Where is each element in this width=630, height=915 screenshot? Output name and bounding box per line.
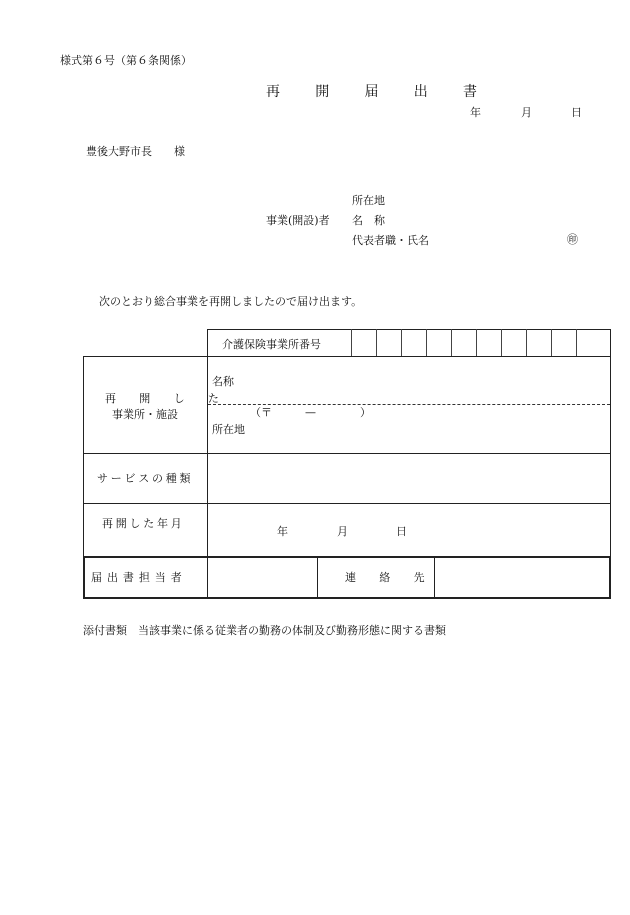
office-number-cell[interactable] [451,329,476,356]
date-year: 年 [470,106,481,119]
applicant-representative-label: 代表者職・氏名 [352,234,429,247]
reopened-facility-label-line2: 事業所・施設 [112,408,178,421]
reopen-form-table [83,329,611,599]
office-number-cells [351,329,601,356]
date-day: 日 [571,106,582,119]
office-number-cell[interactable] [476,329,501,356]
applicant-name-label: 名 称 [352,214,385,227]
reopen-date-day: 日 [396,525,407,538]
office-number-cell[interactable] [576,329,601,356]
reopen-date-year: 年 [277,525,288,538]
page-title: 再 開 届 出 書 [266,84,493,100]
reopened-facility-label-line1: 再 開 し た [105,392,229,405]
applicant-address-label: 所在地 [352,194,385,207]
office-number-cell[interactable] [501,329,526,356]
contact-label: 連 絡 先 [345,571,435,584]
office-number-cell[interactable] [551,329,576,356]
attachments-note: 添付書類 当該事業に係る従業者の勤務の体制及び勤務形態に関する書類 [83,624,446,637]
office-number-cell[interactable] [426,329,451,356]
applicant-role-label: 事業(開設)者 [266,214,330,227]
intro-text: 次のとおり総合事業を再開しましたので届け出ます。 [99,295,363,308]
date-month: 月 [521,106,532,119]
office-number-cell[interactable] [526,329,551,356]
office-number-cell[interactable] [376,329,401,356]
form-number: 様式第６号（第６条関係） [60,54,192,67]
facility-name-label: 名称 [212,375,234,388]
person-in-charge-label: 届出書担当者 [91,571,187,584]
facility-address-label: 所在地 [212,423,245,436]
service-type-label: サービスの種類 [97,472,194,485]
postal-code-field[interactable]: （〒 — ） [250,406,371,419]
addressee: 豊後大野市長 様 [86,145,185,158]
office-number-cell[interactable] [351,329,376,356]
office-number-cell[interactable] [401,329,426,356]
reopen-date-label: 再開した年月 [102,517,185,530]
office-number-label: 介護保険事業所番号 [222,338,321,351]
seal-mark: ㊞ [567,233,578,246]
reopen-date-month: 月 [337,525,348,538]
